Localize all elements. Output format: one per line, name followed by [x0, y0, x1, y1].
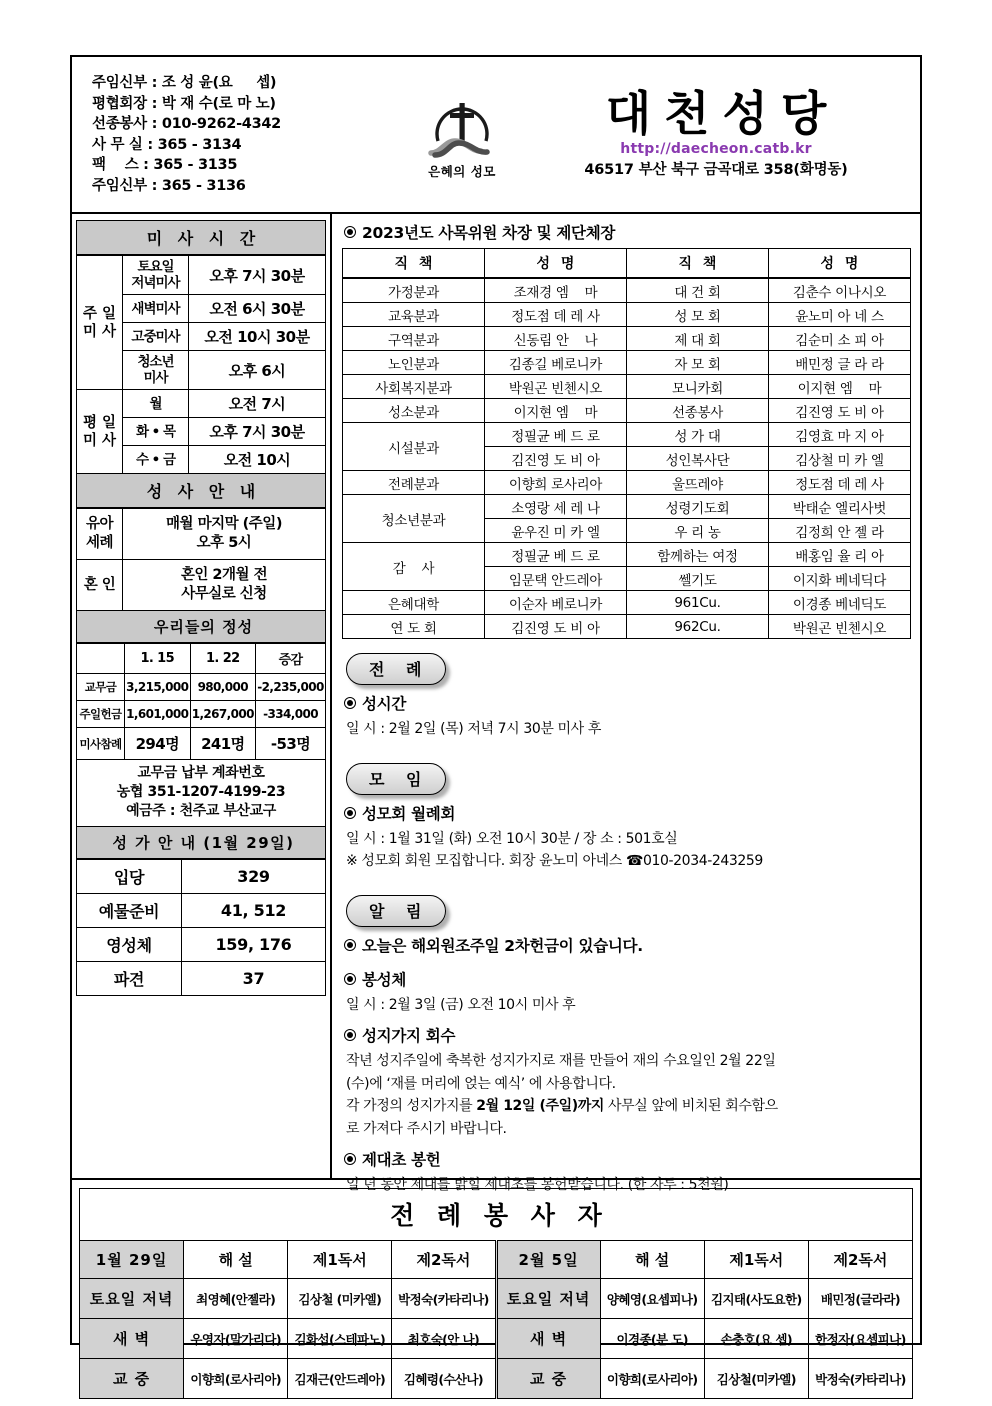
committee-name-right: 박태순 엘리사벗: [769, 495, 911, 519]
offering-col-1: 1. 15: [125, 644, 191, 674]
announcement-heading-text: 성모회 월례회: [362, 804, 456, 823]
website-url[interactable]: http://daecheon.catb.kr: [620, 141, 812, 158]
hymn-label: 입당: [77, 860, 182, 894]
committee-name-left: 이지현 엠 마: [485, 399, 627, 423]
committee-name-right: 이지현 엠 마: [769, 375, 911, 399]
servers-cell-left-0: 이향희(로사리아): [184, 1359, 288, 1399]
announcement-line: 일 년 동안 제대를 밝힐 제대초를 봉헌받습니다. (한 자루 : 5천원): [346, 1177, 729, 1193]
committee-name-left: 정필균 베 드 로: [485, 423, 627, 447]
committee-role-left: 감 사: [343, 543, 485, 591]
servers-cell-left-0: 최영혜(안젤라): [184, 1279, 288, 1319]
servers-title: 전 례 봉 사 자: [79, 1188, 913, 1240]
section-pill-wrap: [346, 763, 911, 795]
contact-line-2: 선종봉사 : 010-9262-4342: [92, 116, 281, 132]
committee-name-left: 정필균 베 드 로: [485, 543, 627, 567]
hymn-title: 성 가 안 내 (1월 29일): [76, 827, 326, 859]
account-line-2: 예금주 : 천주교 부산교구: [126, 803, 276, 819]
committee-name-right: 배민정 글 라 라: [769, 351, 911, 375]
sacrament-title: 성 사 안 내: [76, 474, 326, 508]
announcement-heading: [344, 1024, 911, 1046]
offering-diff: -53명: [256, 728, 326, 760]
mass-time: 오전 10시 30분: [189, 323, 326, 351]
church-address: 46517 부산 북구 금곡대로 358(화명동): [584, 162, 848, 179]
mass-kind: 토요일 저녁미사: [123, 256, 189, 295]
announcement-heading-text: 제대초 봉헌: [362, 1151, 441, 1169]
committee-name-left: 김진영 도 비 아: [485, 447, 627, 471]
committee-name-right: 김상철 미 카 엘: [769, 447, 911, 471]
committee-role-right: 961Cu.: [627, 591, 769, 615]
committee-name-right: 이지화 베네딕다: [769, 567, 911, 591]
sacrament-label: 유아 세례: [77, 509, 123, 560]
committee-header-1: 성 명: [485, 249, 627, 279]
mass-time: 오후 7시 30분: [189, 418, 326, 446]
committee-role-right: 제 대 회: [627, 327, 769, 351]
mass-kind: 청소년 미사: [123, 351, 189, 390]
committee-name-right: 김순미 소 피 아: [769, 327, 911, 351]
section-pill-wrap: [346, 653, 911, 685]
committee-role-right: 성인복사단: [627, 447, 769, 471]
committee-row: [343, 351, 911, 375]
announcement-heading: [344, 934, 911, 956]
committee-row: [343, 375, 911, 399]
section-pill: 알 림: [346, 895, 446, 927]
committee-row: [343, 303, 911, 327]
servers-cell-left-1: 김재근(안드레아): [288, 1359, 392, 1399]
contact-line-0: 주임신부 : 조 성 윤(요 셉): [92, 75, 277, 91]
sacrament-row: [77, 509, 326, 560]
committee-name-right: 김영효 마 지 아: [769, 423, 911, 447]
offering-header-row: [77, 644, 326, 674]
hymn-row: [77, 962, 326, 996]
committee-name-left: 정도점 데 레 사: [485, 303, 627, 327]
account-line-0: 교무금 납부 계좌번호: [137, 765, 265, 781]
announcement-heading-text: 성시간: [362, 695, 407, 713]
church-name: 대천성당: [605, 86, 840, 142]
committee-name-left: 조재경 엠 마: [485, 278, 627, 303]
committee-row: [343, 399, 911, 423]
right-column: [332, 214, 920, 1193]
hymn-row: [77, 928, 326, 962]
section-pill: 전 례: [346, 653, 446, 685]
offering-diff: -334,000: [256, 701, 326, 728]
committee-header-3: 성 명: [769, 249, 911, 279]
committee-name-right: 윤노미 아 네 스: [769, 303, 911, 327]
sacrament-row: [77, 560, 326, 611]
servers-cell-right-1: 손충호(요 셉): [704, 1319, 808, 1359]
announcement-heading-text: 봉성체: [362, 970, 407, 989]
committee-name-right: 정도점 데 레 사: [769, 471, 911, 495]
servers-cell-right-2: 배민정(글라라): [808, 1279, 912, 1319]
committee-row: [343, 278, 911, 303]
servers-cell-right-0: 이향희(로사리아): [600, 1359, 704, 1399]
servers-cell-right-1: 김지태(사도요한): [704, 1279, 808, 1319]
servers-header-right-1: 해 설: [600, 1241, 704, 1279]
offering-row: [77, 674, 326, 701]
committee-role-right: 우 리 농: [627, 519, 769, 543]
hymn-label: 영성체: [77, 928, 182, 962]
servers-rowlabel-left: 토요일 저녁: [80, 1279, 184, 1319]
committee-role-right: 함께하는 여정: [627, 543, 769, 567]
committee-role-left: 청소년분과: [343, 495, 485, 543]
offering-label: 교무금: [77, 674, 125, 701]
committee-name-left: 김진영 도 비 아: [485, 615, 627, 639]
mass-time: 오후 7시 30분: [189, 256, 326, 295]
committee-row: [343, 543, 911, 567]
mass-kind: 화 • 목: [123, 418, 189, 446]
contact-line-4: 팩 스 : 365 - 3135: [92, 157, 238, 173]
committee-role-right: 성 모 회: [627, 303, 769, 327]
committee-role-right: 선종봉사: [627, 399, 769, 423]
contact-line-1: 평협회장 : 박 재 수(로 마 노): [92, 95, 276, 112]
announcement-line: 작년 성지주일에 축복한 성지가지로 재를 만들어 재의 수요일인 2월 22일: [346, 1053, 776, 1069]
committee-name-left: 소영랑 세 레 나: [485, 495, 627, 519]
bullet-dot-icon: [344, 1029, 356, 1041]
committee-role-right: 쎌기도: [627, 567, 769, 591]
committee-name-left: 윤우진 미 카 엘: [485, 519, 627, 543]
servers-row: [80, 1359, 913, 1399]
offering-v2: 241명: [190, 728, 256, 760]
bulletin-header: [72, 57, 920, 214]
hymn-label: 파견: [77, 962, 182, 996]
committee-name-left: 이순자 베로니카: [485, 591, 627, 615]
committee-role-left: 성소분과: [343, 399, 485, 423]
committee-heading-text: 2023년도 사목위원 차장 및 제단체장: [362, 224, 616, 242]
committee-role-left: 구역분과: [343, 327, 485, 351]
committee-role-left: 연 도 회: [343, 615, 485, 639]
offering-label: 주일헌금: [77, 701, 125, 728]
offering-v2: 980,000: [190, 674, 256, 701]
bullet-dot-icon: [344, 226, 356, 238]
bullet-dot-icon: [344, 1153, 356, 1165]
committee-role-left: 전례분과: [343, 471, 485, 495]
bullet-dot-icon: [344, 697, 356, 709]
committee-name-left: 신동림 안 나: [485, 327, 627, 351]
mass-kind: 고중미사: [123, 323, 189, 351]
mass-row: [77, 390, 326, 418]
announcement-line: (수)에 ‘재를 머리에 얹는 예식’ 에 사용합니다.: [346, 1075, 616, 1092]
hymn-row: [77, 860, 326, 894]
committee-table: [342, 248, 911, 639]
mass-schedule-title: 미 사 시 간: [76, 220, 326, 255]
announcement-line: 일 시 : 2월 3일 (금) 오전 10시 미사 후: [346, 996, 576, 1013]
committee-heading: [344, 221, 911, 243]
servers-header-left-3: 제2독서: [392, 1241, 496, 1279]
mass-kind: 새벽미사: [123, 295, 189, 323]
servers-header-right-0: 2월 5일: [496, 1241, 600, 1279]
committee-role-right: 대 건 회: [627, 278, 769, 303]
committee-name-left: 박원곤 빈첸시오: [485, 375, 627, 399]
sacrament-label: 혼 인: [77, 560, 123, 611]
bullet-dot-icon: [344, 939, 356, 951]
hymn-value: 159, 176: [182, 928, 326, 962]
committee-header-0: 직 책: [343, 249, 485, 279]
committee-header-2: 직 책: [627, 249, 769, 279]
committee-name-right: 김춘수 이나시오: [769, 278, 911, 303]
hymn-table: [76, 859, 326, 996]
committee-role-left: 사회복지분과: [343, 375, 485, 399]
announcement-line: 각 가정의 성지가지를 2월 12일 (주일)까지 사무실 앞에 비치된 회수함으: [346, 1098, 778, 1114]
account-info: [76, 760, 326, 827]
section-pill-wrap: [346, 895, 911, 927]
committee-name-right: 김진영 도 비 아: [769, 399, 911, 423]
mass-schedule-table: [76, 255, 326, 474]
servers-cell-left-2: 박정숙(카타리나): [392, 1279, 496, 1319]
left-column: [72, 214, 332, 1178]
mass-group-label: 평 일 미 사: [77, 390, 123, 474]
offering-v1: 1,601,000: [125, 701, 191, 728]
mass-group-label: 주 일 미 사: [77, 256, 123, 390]
logo-caption: 은혜의 성모: [428, 164, 496, 179]
announcement-line: 일 시 : 1월 31일 (화) 오전 10시 30분 / 장 소 : 501호실: [346, 830, 678, 847]
hymn-row: [77, 894, 326, 928]
committee-name-right: 김정희 안 젤 라: [769, 519, 911, 543]
offering-corner: [77, 644, 125, 674]
bulletin-body: [72, 214, 920, 1193]
servers-rowlabel-right: 교 중: [496, 1359, 600, 1399]
announcement-line: 로 가져다 주시기 바랍니다.: [346, 1120, 507, 1137]
servers-row: [80, 1279, 913, 1319]
mass-kind: 수 • 금: [123, 446, 189, 474]
committee-name-left: 이향희 로사리아: [485, 471, 627, 495]
mass-time: 오후 6시: [189, 351, 326, 390]
announcement-heading: [344, 1148, 911, 1170]
offering-col-2: 1. 22: [190, 644, 256, 674]
title-block: [522, 86, 920, 179]
committee-name-right: 이경종 베네딕도: [769, 591, 911, 615]
account-line-1: 농협 351-1207-4199-23: [116, 784, 286, 800]
our-lady-of-grace-icon: [425, 89, 499, 161]
servers-cell-right-0: 이경종(분 도): [600, 1319, 704, 1359]
servers-cell-right-0: 양혜영(요셉피나): [600, 1279, 704, 1319]
sacrament-value: 매월 마지막 (주일) 오후 5시: [123, 509, 326, 560]
committee-name-left: 김종길 베로니카: [485, 351, 627, 375]
offering-label: 미사참례: [77, 728, 125, 760]
announcement-heading-text: 오늘은 해외원조주일 2차헌금이 있습니다.: [362, 936, 643, 955]
offering-row: [77, 728, 326, 760]
committee-row: [343, 423, 911, 447]
committee-role-left: 교육분과: [343, 303, 485, 327]
committee-row: [343, 327, 911, 351]
contact-line-3: 사 무 실 : 365 - 3134: [92, 136, 242, 153]
servers-rowlabel-right: 새 벽: [496, 1319, 600, 1359]
committee-name-right: 박원곤 빈첸시오: [769, 615, 911, 639]
servers-header-right-2: 제1독서: [704, 1241, 808, 1279]
servers-rowlabel-right: 토요일 저녁: [496, 1279, 600, 1319]
mass-time: 오전 10시: [189, 446, 326, 474]
offering-v1: 294명: [125, 728, 191, 760]
section-pill: 모 임: [346, 763, 446, 795]
offering-diff: -2,235,000: [256, 674, 326, 701]
committee-role-left: 은혜대학: [343, 591, 485, 615]
servers-header-left-2: 제1독서: [288, 1241, 392, 1279]
servers-cell-left-0: 우영자(말가리다): [184, 1319, 288, 1359]
mass-kind: 월: [123, 390, 189, 418]
contact-info-block: [72, 73, 402, 196]
mass-time: 오전 6시 30분: [189, 295, 326, 323]
servers-cell-right-2: 박정숙(카타리나): [808, 1359, 912, 1399]
committee-row: [343, 495, 911, 519]
announcement-heading: [344, 968, 911, 990]
bulletin-frame: [70, 55, 922, 1388]
committee-name-right: 배홍임 율 리 아: [769, 543, 911, 567]
offering-table: [76, 643, 326, 760]
sacrament-table: [76, 508, 326, 611]
sacrament-value: 혼인 2개월 전 사무실로 신청: [123, 560, 326, 611]
servers-cell-left-1: 김화섭(스테파노): [288, 1319, 392, 1359]
committee-role-right: 성령기도회: [627, 495, 769, 519]
committee-row: [343, 471, 911, 495]
parish-logo: [402, 89, 522, 180]
committee-role-left: 노인분과: [343, 351, 485, 375]
servers-header-left-1: 해 설: [184, 1241, 288, 1279]
offering-v1: 3,215,000: [125, 674, 191, 701]
committee-row: [343, 591, 911, 615]
announcement-sections: [342, 653, 911, 1205]
announcement-heading: [344, 802, 911, 824]
committee-role-right: 성 가 대: [627, 423, 769, 447]
committee-role-left: 가정분과: [343, 278, 485, 303]
committee-role-right: 울뜨레야: [627, 471, 769, 495]
committee-name-left: 임문택 안드레아: [485, 567, 627, 591]
announcement-line: 일 시 : 2월 2일 (목) 저녁 7시 30분 미사 후: [346, 721, 601, 737]
bullet-dot-icon: [344, 807, 356, 819]
hymn-value: 41, 512: [182, 894, 326, 928]
committee-role-right: 모니카회: [627, 375, 769, 399]
committee-role-right: 자 모 회: [627, 351, 769, 375]
contact-line-5: 주임신부 : 365 - 3136: [92, 177, 246, 194]
offering-v2: 1,267,000: [190, 701, 256, 728]
servers-rowlabel-left: 교 중: [80, 1359, 184, 1399]
servers-row: [80, 1319, 913, 1359]
mass-time: 오전 7시: [189, 390, 326, 418]
offering-title: 우리들의 정성: [76, 611, 326, 643]
servers-cell-right-2: 한정자(요셉피나): [808, 1319, 912, 1359]
offering-col-diff: 증감: [256, 644, 326, 674]
announcement-heading-text: 성지가지 회수: [362, 1027, 456, 1045]
hymn-label: 예물준비: [77, 894, 182, 928]
servers-header-right-3: 제2독서: [808, 1241, 912, 1279]
servers-cell-left-2: 김혜령(수산나): [392, 1359, 496, 1399]
committee-row: [343, 615, 911, 639]
servers-rowlabel-left: 새 벽: [80, 1319, 184, 1359]
servers-table: [79, 1240, 913, 1399]
bullet-dot-icon: [344, 973, 356, 985]
committee-role-left: 시설분과: [343, 423, 485, 471]
hymn-value: 37: [182, 962, 326, 996]
servers-cell-left-2: 최호숙(안 나): [392, 1319, 496, 1359]
committee-role-right: 962Cu.: [627, 615, 769, 639]
offering-row: [77, 701, 326, 728]
announcement-heading: [344, 692, 911, 714]
hymn-value: 329: [182, 860, 326, 894]
servers-cell-left-1: 김상철 (미카엘): [288, 1279, 392, 1319]
announcement-line: ※ 성모회 회원 모집합니다. 회장 윤노미 아네스 ☎010-2034-243259: [346, 853, 763, 869]
mass-row: [77, 256, 326, 295]
servers-header-row: [80, 1241, 913, 1279]
servers-header-left-0: 1월 29일: [80, 1241, 184, 1279]
liturgical-servers-section: [72, 1180, 920, 1406]
servers-cell-right-1: 김상철(미카엘): [704, 1359, 808, 1399]
